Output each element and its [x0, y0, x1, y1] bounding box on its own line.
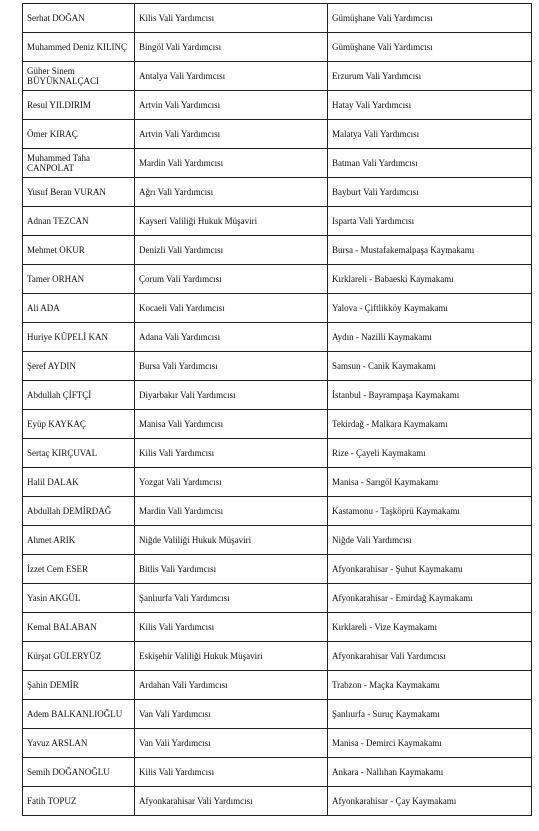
current-post-cell: Kilis Vali Yardımcısı [135, 439, 328, 468]
name-cell: İzzet Cem ESER [23, 555, 135, 584]
table-row [23, 758, 532, 787]
new-post-cell: Samsun - Canik Kaymakamı [328, 352, 532, 381]
name-cell: Fatih TOPUZ [23, 787, 135, 816]
name-cell: Şahin DEMİR [23, 671, 135, 700]
current-post-cell: Yozgat Vali Yardımcısı [135, 468, 328, 497]
name-cell: Halil DALAK [23, 468, 135, 497]
name-cell: Resul YILDIRIM [23, 91, 135, 120]
table-row [23, 671, 532, 700]
name-cell: Muhammed Deniz KILINÇ [23, 33, 135, 62]
new-post-cell: Gümüşhane Vali Yardımcısı [328, 33, 532, 62]
current-post-cell: Kilis Vali Yardımcısı [135, 4, 328, 33]
name-cell: Ömer KIRAÇ [23, 120, 135, 149]
current-post-cell: Kilis Vali Yardımcısı [135, 758, 328, 787]
new-post-cell: Afyonkarahisar Vali Yardımcısı [328, 642, 532, 671]
table-row [23, 265, 532, 294]
table-row [23, 468, 532, 497]
name-cell: Adem BALKANLIOĞLU [23, 700, 135, 729]
new-post-cell: Bursa - Mustafakemalpaşa Kaymakamı [328, 236, 532, 265]
current-post-cell: Ağrı Vali Yardımcısı [135, 178, 328, 207]
table-row [23, 700, 532, 729]
appointments-table-body [23, 4, 532, 816]
current-post-cell: Kayseri Valiliği Hukuk Müşaviri [135, 207, 328, 236]
table-row [23, 207, 532, 236]
current-post-cell: Şanlıurfa Vali Yardımcısı [135, 584, 328, 613]
new-post-cell: Aydın - Nazilli Kaymakamı [328, 323, 532, 352]
table-row [23, 120, 532, 149]
current-post-cell: Eskişehir Valiliği Hukuk Müşaviri [135, 642, 328, 671]
new-post-cell: Isparta Vali Yardımcısı [328, 207, 532, 236]
table-row [23, 787, 532, 816]
current-post-cell: Denizli Vali Yardımcısı [135, 236, 328, 265]
appointments-table [22, 3, 532, 816]
new-post-cell: Afyonkarahisar - Şuhut Kaymakamı [328, 555, 532, 584]
current-post-cell: Artvin Vali Yardımcısı [135, 120, 328, 149]
current-post-cell: Afyonkarahisar Vali Yardımcısı [135, 787, 328, 816]
new-post-cell: Ankara - Nallıhan Kaymakamı [328, 758, 532, 787]
new-post-cell: Hatay Vali Yardımcısı [328, 91, 532, 120]
name-cell: Muhammed Taha CANPOLAT [23, 149, 135, 178]
name-cell: Yasin AKGÜL [23, 584, 135, 613]
current-post-cell: Mardin Vali Yardımcısı [135, 497, 328, 526]
table-row [23, 149, 532, 178]
current-post-cell: Ardahan Vali Yardımcısı [135, 671, 328, 700]
new-post-cell: Erzurum Vali Yardımcısı [328, 62, 532, 91]
table-row [23, 91, 532, 120]
new-post-cell: İstanbul - Bayrampaşa Kaymakamı [328, 381, 532, 410]
new-post-cell: Niğde Vali Yardımcısı [328, 526, 532, 555]
new-post-cell: Batman Vali Yardımcısı [328, 149, 532, 178]
current-post-cell: Mardin Vali Yardımcısı [135, 149, 328, 178]
table-row [23, 555, 532, 584]
new-post-cell: Tekirdağ - Malkara Kaymakamı [328, 410, 532, 439]
table-row [23, 526, 532, 555]
table-row [23, 439, 532, 468]
name-cell: Ali ADA [23, 294, 135, 323]
table-row [23, 410, 532, 439]
table-row [23, 381, 532, 410]
name-cell: Yusuf Beran VURAN [23, 178, 135, 207]
name-cell: Yavuz ARSLAN [23, 729, 135, 758]
current-post-cell: Kilis Vali Yardımcısı [135, 613, 328, 642]
new-post-cell: Rize - Çayeli Kaymakamı [328, 439, 532, 468]
current-post-cell: Bursa Vali Yardımcısı [135, 352, 328, 381]
current-post-cell: Adana Vali Yardımcısı [135, 323, 328, 352]
name-cell: Abdullah ÇİFTÇİ [23, 381, 135, 410]
name-cell: Serhat DOĞAN [23, 4, 135, 33]
current-post-cell: Van Vali Yardımcısı [135, 729, 328, 758]
table-row [23, 33, 532, 62]
table-row [23, 62, 532, 91]
new-post-cell: Afyonkarahisar - Çay Kaymakamı [328, 787, 532, 816]
table-row [23, 497, 532, 526]
table-row [23, 352, 532, 381]
name-cell: Huriye KÜPELİ KAN [23, 323, 135, 352]
current-post-cell: Antalya Vali Yardımcısı [135, 62, 328, 91]
name-cell: Kürşat GÜLERYÜZ [23, 642, 135, 671]
name-cell: Şeref AYDIN [23, 352, 135, 381]
table-row [23, 236, 532, 265]
table-row [23, 584, 532, 613]
current-post-cell: Bingöl Vali Yardımcısı [135, 33, 328, 62]
new-post-cell: Şanlıurfa - Suruç Kaymakamı [328, 700, 532, 729]
table-row [23, 323, 532, 352]
table-row [23, 729, 532, 758]
table-row [23, 613, 532, 642]
table-row [23, 294, 532, 323]
new-post-cell: Malatya Vali Yardımcısı [328, 120, 532, 149]
new-post-cell: Manisa - Sarıgöl Kaymakamı [328, 468, 532, 497]
name-cell: Tamer ORHAN [23, 265, 135, 294]
current-post-cell: Bitlis Vali Yardımcısı [135, 555, 328, 584]
name-cell: Sertaç KIRÇUVAL [23, 439, 135, 468]
current-post-cell: Kocaeli Vali Yardımcısı [135, 294, 328, 323]
name-cell: Güher Sinem BÜYÜKNALÇACI [23, 62, 135, 91]
table-row [23, 178, 532, 207]
new-post-cell: Bayburt Vali Yardımcısı [328, 178, 532, 207]
current-post-cell: Artvin Vali Yardımcısı [135, 91, 328, 120]
name-cell: Ahmet ARIK [23, 526, 135, 555]
current-post-cell: Diyarbakır Vali Yardımcısı [135, 381, 328, 410]
current-post-cell: Manisa Vali Yardımcısı [135, 410, 328, 439]
current-post-cell: Niğde Valiliği Hukuk Müşaviri [135, 526, 328, 555]
name-cell: Kemal BALABAN [23, 613, 135, 642]
current-post-cell: Çorum Vali Yardımcısı [135, 265, 328, 294]
table-row [23, 4, 532, 33]
new-post-cell: Kırklareli - Babaeski Kaymakamı [328, 265, 532, 294]
name-cell: Semih DOĞANOĞLU [23, 758, 135, 787]
current-post-cell: Van Vali Yardımcısı [135, 700, 328, 729]
name-cell: Adnan TEZCAN [23, 207, 135, 236]
table-row [23, 642, 532, 671]
new-post-cell: Trabzon - Maçka Kaymakamı [328, 671, 532, 700]
new-post-cell: Manisa - Demirci Kaymakamı [328, 729, 532, 758]
new-post-cell: Afyonkarahisar - Emirdağ Kaymakamı [328, 584, 532, 613]
new-post-cell: Kastamonu - Taşköprü Kaymakamı [328, 497, 532, 526]
name-cell: Abdullah DEMİRDAĞ [23, 497, 135, 526]
new-post-cell: Yalova - Çiftlikköy Kaymakamı [328, 294, 532, 323]
new-post-cell: Gümüşhane Vali Yardımcısı [328, 4, 532, 33]
name-cell: Mehmet OKUR [23, 236, 135, 265]
name-cell: Eyüp KAYKAÇ [23, 410, 135, 439]
new-post-cell: Kırklareli - Vize Kaymakamı [328, 613, 532, 642]
